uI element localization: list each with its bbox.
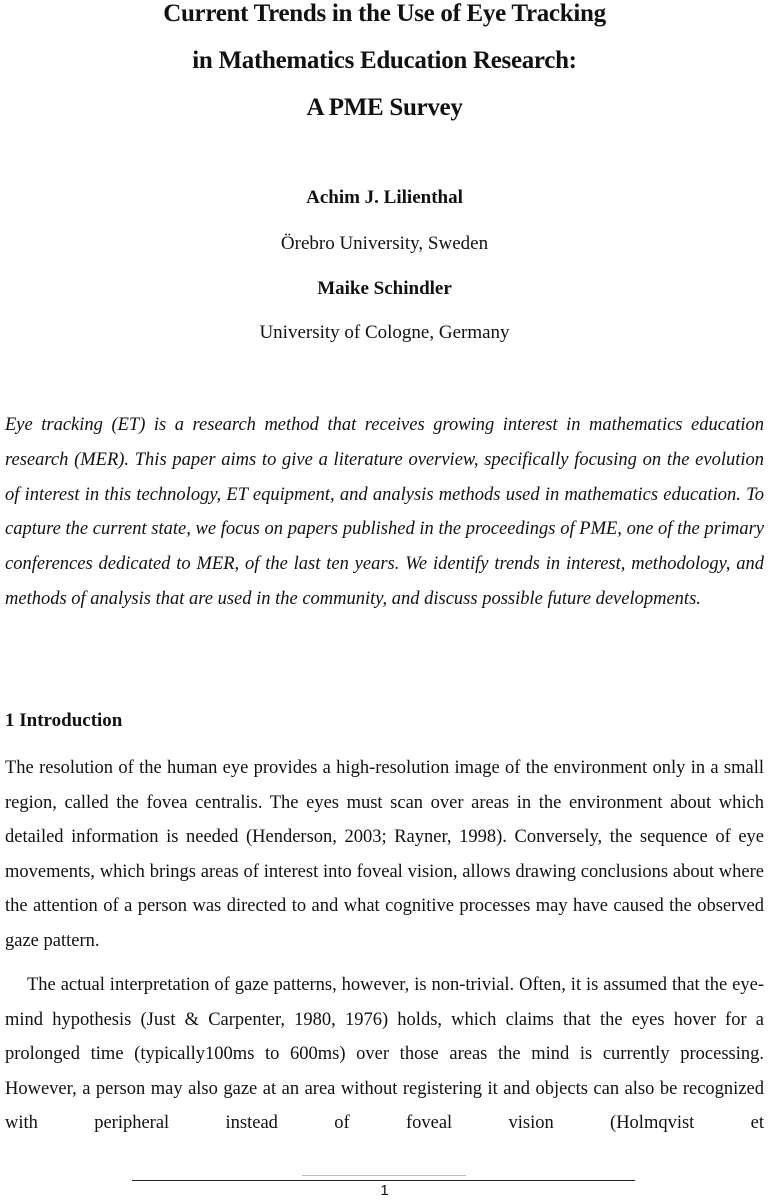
body-paragraph-1: The resolution of the human eye provides a high-resolution image of the environment only in a small region, called the fovea centralis. The eyes must scan over areas in the environment about which detailed information is needed (Henderson, 2003; Rayner, 1998). Conversely, the sequence of eye movements, which brings areas of interest into foveal vision, allows drawing conclusions about where the attention of a person was directed to and what cognitive processes may have caused the observed gaze pattern.	[5, 758, 764, 951]
body-paragraph-2: The actual interpretation of gaze patterns, however, is non-trivial. Often, it is assumed that the eye-mind hypothesis (Just & Carpenter, 1980, 1976) holds, which claims that the eyes hover for a prolonged time (typically100ms to 600ms) over those areas the mind is currently processing. However, a person may also gaze at an area without registering it and objects can also be recognized with peripheral instead of foveal vision (Holmqvist et	[5, 975, 764, 1134]
author-name-2: Maike Schindler	[317, 278, 452, 299]
section-heading: 1 Introduction	[5, 710, 123, 731]
author-name-1: Achim J. Lilienthal	[306, 187, 463, 208]
title-line-1: Current Trends in the Use of Eye Tracking	[163, 0, 606, 27]
page-number: 1	[380, 1182, 389, 1199]
footer-divider-light	[302, 1175, 466, 1176]
abstract: Eye tracking (ET) is a research method that receives growing interest in mathematics education research (MER). This paper aims to give a literature overview, specifically focusing on the evolution of interest in this technology, ET equipment, and analysis methods used in mathematics education. To capture the current state, we focus on papers published in the proceedings of PME, one of the primary conferences dedicated to MER, of the last ten years. We identify trends in interest, methodology, and methods of analysis that are used in the community, and discuss possible future developments.	[5, 415, 764, 609]
author-affiliation-1: Örebro University, Sweden	[280, 233, 489, 254]
footer-divider	[132, 1180, 635, 1181]
author-affiliation-2: University of Cologne, Germany	[259, 322, 510, 343]
title-line-3: A PME Survey	[306, 94, 463, 121]
title-line-2: in Mathematics Education Research:	[192, 47, 577, 74]
paper-title	[0, 0, 769, 131]
